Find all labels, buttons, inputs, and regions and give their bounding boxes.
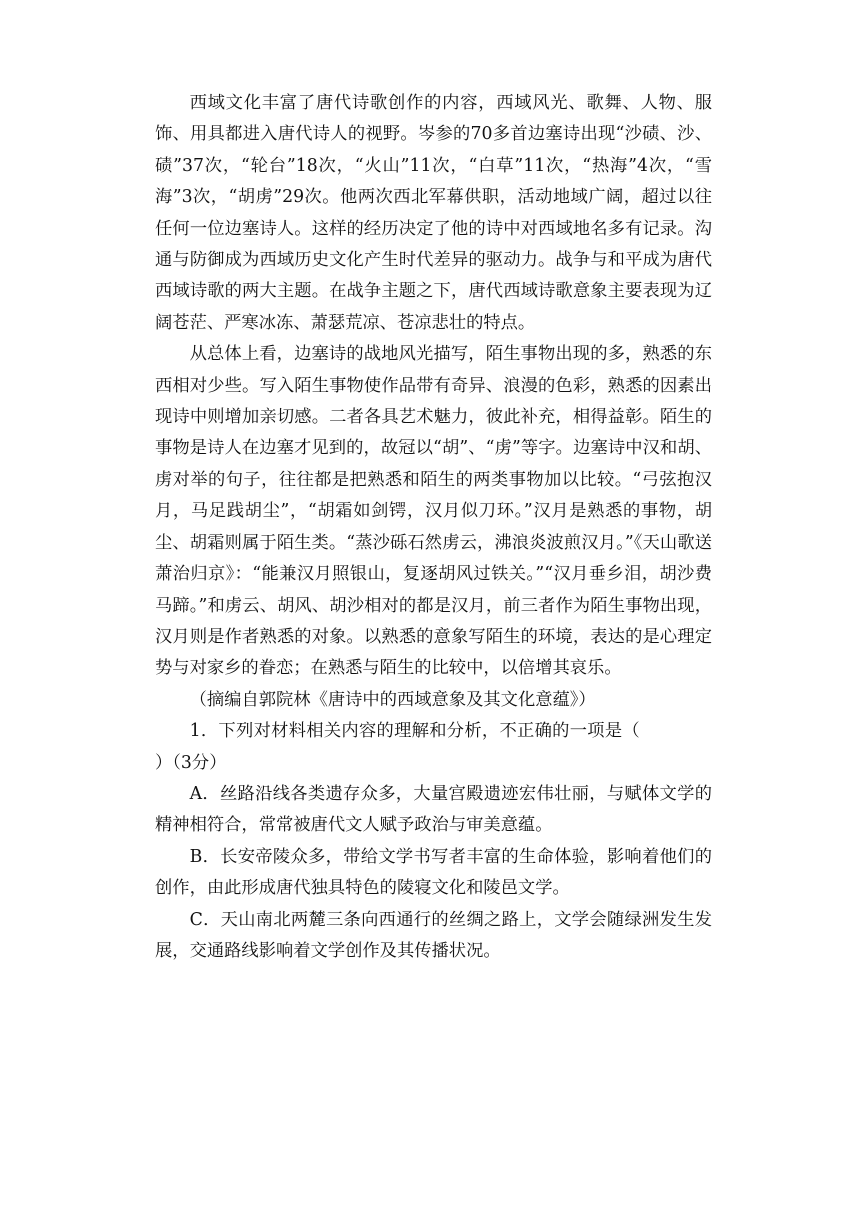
option-b: B．长安帝陵众多，带给文学书写者丰富的生命体验，影响着他们的创作，由此形成唐代独具特色的陵寝文化和陵邑文学。 xyxy=(155,846,712,899)
question-stem-before: 1．下列对材料相关内容的理解和分析，不正确的一项是（ xyxy=(189,721,640,742)
option-c: C．天山南北两麓三条向西通行的丝绸之路上，文学会随绿洲发生发展，交通路线影响着文学创作及其传播状况。 xyxy=(155,909,712,961)
option-a: A．丝路沿线各类遗存众多，大量宫殿遗迹宏伟壮丽，与赋体文学的精神相符合，常常被唐代文人赋予政治与审美意蕴。 xyxy=(155,783,712,836)
source-citation: （摘编自郭院林《唐诗中的西域意象及其文化意蕴》） xyxy=(189,689,596,710)
question-1-stem xyxy=(155,716,712,779)
paragraph-2: 从总体上看，边塞诗的战地风光描写，陌生事物出现的多，熟悉的东西相对少些。写入陌生事物使作品带有奇异、浪漫的色彩，熟悉的因素出现诗中则增加亲切感。二者各具艺术魅力，彼此补充，相得益彰。陌生的事物是诗人在边塞才见到的，故冠以“胡”、“虏”等字。边塞诗中汉和胡、虏对举的句子，往往都是把熟悉和陌生的两类事物加以比较。“弓弦抱汉月，马足践胡尘”，“胡霜如剑锷，汉月似刀环。”汉月是熟悉的事物，胡尘、胡霜则属于陌生类。“蒸沙砾石然虏云，沸浪炎波煎汉月。”《天山歌送萧治归京》：“能兼汉月照银山，复逐胡风过铁关。”“汉月垂乡泪，胡沙费马蹄。”和虏云、胡风、胡沙相对的都是汉月，前三者作为陌生事物出现，汉月则是作者熟悉的对象。以熟悉的意象写陌生的环境，表达的是心理定势与对家乡的眷恋；在熟悉与陌生的比较中，以倍增其哀乐。 xyxy=(155,344,712,679)
question-stem-after: ）（3分） xyxy=(155,752,227,773)
paragraph-1: 西域文化丰富了唐代诗歌创作的内容，西域风光、歌舞、人物、服饰、用具都进入唐代诗人的视野。岑参的70多首边塞诗出现“沙碛、沙、碛”37次，“轮台”18次，“火山”11次，“白草”11次，“热海”4次，“雪海”3次，“胡虏”29次。他两次西北军幕供职，活动地域广阔，超过以往任何一位边塞诗人。这样的经历决定了他的诗中对西域地名多有记录。沟通与防御成为西域历史文化产生时代差异的驱动力。战争与和平成为唐代西域诗歌的两大主题。在战争主题之下，唐代西域诗歌意象主要表现为辽阔苍茫、严寒冰冻、萧瑟荒凉、苍凉悲壮的特点。 xyxy=(155,93,712,333)
